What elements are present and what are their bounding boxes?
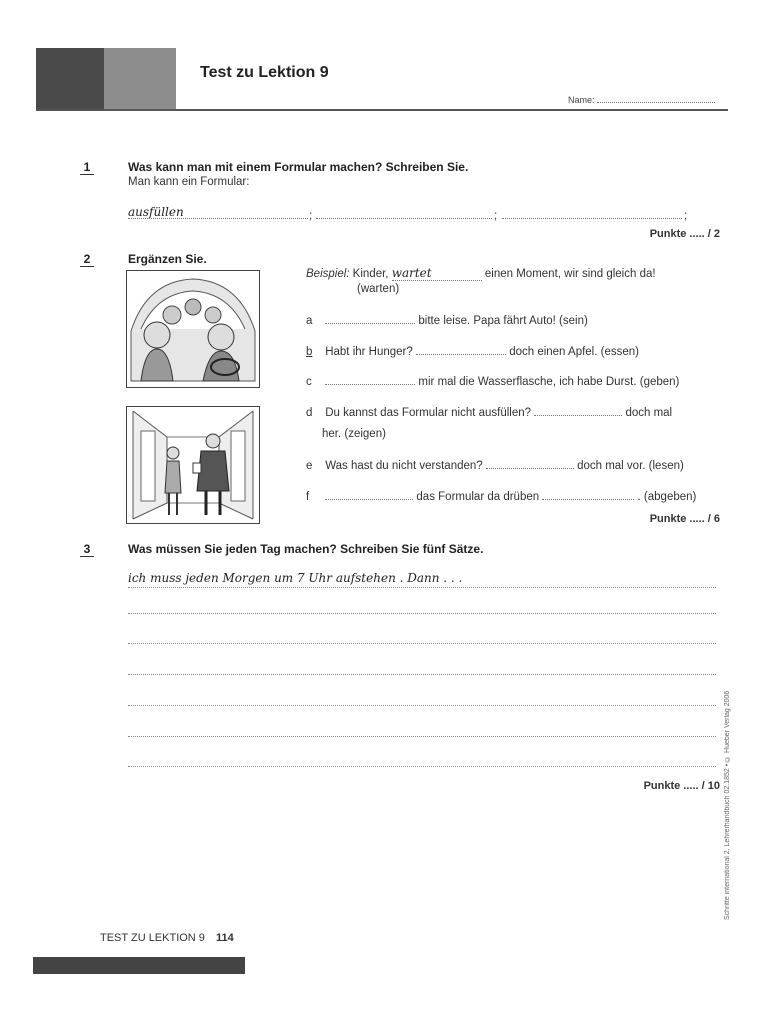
- car-family-illustration: [127, 271, 259, 387]
- item-b-blank[interactable]: [416, 344, 506, 355]
- task2-item-c: [306, 374, 679, 388]
- task3-question: Was müssen Sie jeden Tag machen? Schreiben Sie fünf Sätze.: [128, 542, 484, 556]
- item-a-blank[interactable]: [325, 313, 415, 324]
- office-corridor-illustration: [127, 407, 259, 523]
- task2-question: Ergänzen Sie.: [128, 252, 207, 266]
- item-c-blank[interactable]: [325, 374, 415, 385]
- header-block-dark: [36, 48, 104, 110]
- task3-number: 3: [80, 542, 94, 557]
- task2-item-f: [306, 489, 696, 503]
- name-field[interactable]: [568, 95, 715, 105]
- item-letter: f: [306, 491, 310, 503]
- item-e-post: doch mal vor. (lesen): [577, 460, 684, 472]
- item-letter: d: [306, 407, 313, 419]
- example-post: einen Moment, wir sind gleich da!: [484, 268, 656, 280]
- task2-item-e: [306, 458, 684, 472]
- item-e-blank[interactable]: [486, 458, 574, 469]
- task1-number: 1: [80, 160, 94, 175]
- item-a-post: bitte leise. Papa fährt Auto! (sein): [418, 315, 588, 327]
- header-block-mid: [104, 48, 176, 110]
- name-line: [597, 102, 715, 103]
- writing-line-1[interactable]: [128, 587, 716, 588]
- item-d-cont: her. (zeigen): [322, 428, 386, 440]
- example-answer: wartet: [392, 266, 482, 281]
- task2-item-a: [306, 313, 588, 327]
- illustration-office: [126, 406, 260, 524]
- item-b-pre: Habt ihr Hunger?: [325, 346, 413, 358]
- task1-points: Punkte ..... / 2: [649, 228, 720, 240]
- task1-answer-row: [128, 205, 688, 225]
- task2-item-b: [306, 344, 639, 358]
- task1-line-2[interactable]: [316, 218, 492, 219]
- footer-bar: [33, 957, 245, 974]
- task1-question: Was kann man mit einem Formular machen? Schreiben Sie.: [128, 160, 469, 174]
- task3-points: Punkte ..... / 10: [643, 780, 720, 792]
- name-label: Name:: [568, 95, 595, 105]
- page-number: 114: [216, 932, 234, 944]
- task1-line-1[interactable]: [128, 218, 308, 219]
- item-letter: c: [306, 376, 312, 388]
- writing-line-5[interactable]: [128, 705, 716, 706]
- task1-sep-1: ;: [309, 210, 313, 222]
- task1-answer: ausfüllen: [128, 205, 184, 219]
- writing-line-4[interactable]: [128, 674, 716, 675]
- task1-lead: Man kann ein Formular:: [128, 176, 250, 188]
- task2-example: [306, 266, 656, 281]
- task1-sep-2: ;: [494, 210, 498, 222]
- item-d-pre: Du kannst das Formular nicht ausfüllen?: [325, 407, 532, 419]
- item-e-pre: Was hast du nicht verstanden?: [325, 460, 483, 472]
- copyright-note: Schritte international 2, Lehrerhandbuch 02.1852 • © Hueber Verlag 2006: [724, 690, 731, 920]
- page-title: Test zu Lektion 9: [200, 64, 329, 81]
- item-letter: e: [306, 460, 313, 472]
- item-b-post: doch einen Apfel. (essen): [509, 346, 639, 358]
- header-rule: [36, 109, 728, 111]
- item-letter: a: [306, 315, 313, 327]
- task2-item-d: [306, 405, 672, 419]
- task2-number: 2: [80, 252, 94, 267]
- item-letter: b: [306, 346, 313, 358]
- item-f-post: . (abgeben): [637, 491, 697, 503]
- item-c-post: mir mal die Wasserflasche, ich habe Durst. (geben): [418, 376, 680, 388]
- writing-line-7[interactable]: [128, 766, 716, 767]
- example-label: Beispiel:: [306, 268, 350, 280]
- footer-label: TEST ZU LEKTION 9: [100, 932, 205, 944]
- task3-answer: ich muss jeden Morgen um 7 Uhr aufstehen . Dann . . .: [128, 571, 463, 585]
- task1-line-3[interactable]: [502, 218, 682, 219]
- item-d-post: doch mal: [625, 407, 673, 419]
- writing-line-3[interactable]: [128, 643, 716, 644]
- example-hint: (warten): [357, 283, 400, 295]
- writing-line-2[interactable]: [128, 613, 716, 614]
- example-pre: Kinder,: [352, 268, 389, 280]
- item-f-blank-1[interactable]: [325, 489, 413, 500]
- item-d-blank[interactable]: [534, 405, 622, 416]
- writing-line-6[interactable]: [128, 736, 716, 737]
- task2-points: Punkte ..... / 6: [649, 513, 720, 525]
- task1-sep-3: ;: [684, 210, 688, 222]
- item-f-blank-2[interactable]: [542, 489, 634, 500]
- footer: [100, 932, 234, 944]
- illustration-car: [126, 270, 260, 388]
- item-f-mid: das Formular da drüben: [416, 491, 540, 503]
